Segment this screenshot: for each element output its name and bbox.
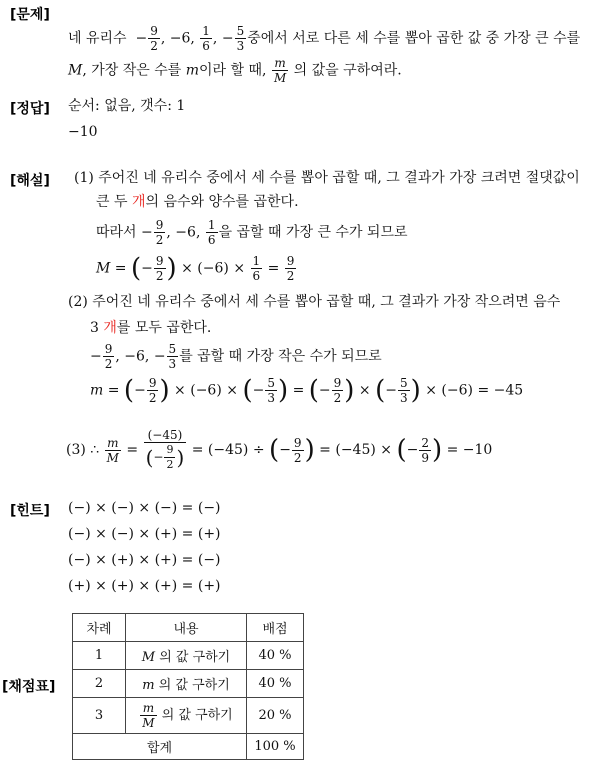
rubric-label: [채점표] bbox=[2, 679, 56, 695]
solution-p1-line3: 따라서 − $\frac{9}{2}$ , −6, $\frac{1}{6}$ 을 곱할 때 가장 큰 수가 되므로 bbox=[96, 218, 408, 247]
answer-label: [정답] bbox=[10, 101, 50, 117]
rubric-header-content: 내용 bbox=[126, 614, 247, 642]
hint-label: [힌트] bbox=[10, 503, 50, 519]
solution-p2-line2: 3 개를 모두 곱한다. bbox=[90, 320, 212, 336]
rubric-row bbox=[73, 698, 304, 734]
rubric-row-content: M 의 값 구하기 bbox=[126, 642, 247, 670]
problem-line-1: 네 유리수 − $\frac{9}{2}$ , −6, $\frac{1}{6}$ , − $\frac{5}{3}$ 중에서 서로 다른 세 수를 뽑아 곱한 값 중 가장 큰 수를 bbox=[68, 24, 581, 53]
rubric-total-score: 100 % bbox=[247, 734, 304, 760]
rubric-total-label: 합계 bbox=[73, 734, 247, 760]
answer-value: −10 bbox=[68, 124, 98, 140]
rubric-row bbox=[73, 642, 304, 670]
solution-p2-line3: − $\frac{9}{2}$ , −6, − $\frac{5}{3}$ 를 곱할 때 가장 작은 수가 되므로 bbox=[90, 342, 382, 371]
hint-line-4: (+) × (+) × (+) = (+) bbox=[68, 578, 221, 594]
solution-p2-equation: m = (− $\frac{9}{2}$ ) × (−6) × (− $\frac{5}{3}$ ) = (− $\frac{9}{2}$ ) × (− $\frac{5}{3}$ ) × (−6) = −45 bbox=[90, 375, 524, 406]
rubric-row-score: 40 % bbox=[247, 670, 304, 698]
rubric-table bbox=[72, 613, 304, 760]
rubric-header-score: 배점 bbox=[247, 614, 304, 642]
hint-line-1: (−) × (−) × (−) = (−) bbox=[68, 500, 221, 516]
solution-label: [해설] bbox=[10, 173, 50, 189]
solution-p2-line1: (2) 주어진 네 유리수 중에서 세 수를 뽑아 곱할 때, 그 결과가 가장 작으려면 음수 bbox=[68, 294, 561, 310]
rubric-row-no: 1 bbox=[73, 642, 126, 670]
rubric-row-score: 20 % bbox=[247, 698, 304, 734]
hint-line-3: (−) × (+) × (+) = (−) bbox=[68, 552, 221, 568]
rubric-row-score: 40 % bbox=[247, 642, 304, 670]
solution-p1-line2: 큰 두 개의 음수와 양수를 곱한다. bbox=[96, 194, 299, 210]
rubric-row-content: $\frac{m}{M}$ 의 값 구하기 bbox=[126, 698, 247, 734]
hint-line-2: (−) × (−) × (+) = (+) bbox=[68, 526, 221, 542]
rubric-header-no: 차례 bbox=[73, 614, 126, 642]
solution-p1-equation: M = (− $\frac{9}{2}$ ) × (−6) × $\frac{1}{6}$ = $\frac{9}{2}$ bbox=[96, 253, 295, 284]
rubric-header-row bbox=[73, 614, 304, 642]
problem-line-2: M, 가장 작은 수를 m이라 할 때, $\frac{m}{M}$ 의 값을 구하여라. bbox=[68, 56, 402, 85]
solution-p1-line1: (1) 주어진 네 유리수 중에서 세 수를 뽑아 곱할 때, 그 결과가 가장 크려면 절댓값이 bbox=[74, 170, 580, 186]
answer-line-1: 순서: 없음, 갯수: 1 bbox=[68, 98, 186, 114]
rubric-row-no: 2 bbox=[73, 670, 126, 698]
problem-label: [문제] bbox=[10, 7, 50, 23]
rubric-row bbox=[73, 670, 304, 698]
rubric-row-content: m 의 값 구하기 bbox=[126, 670, 247, 698]
solution-p3-equation: (3) ∴ $\frac{m}{M}$ = (−45) (− $\frac{9}{2}$ ) = (−45) ÷ (− $\frac{9}{2}$ ) = (−45) × (− $\frac{2}{9}$ ) = −10 bbox=[66, 428, 493, 471]
rubric-total-row bbox=[73, 734, 304, 760]
rubric-row-no: 3 bbox=[73, 698, 126, 734]
